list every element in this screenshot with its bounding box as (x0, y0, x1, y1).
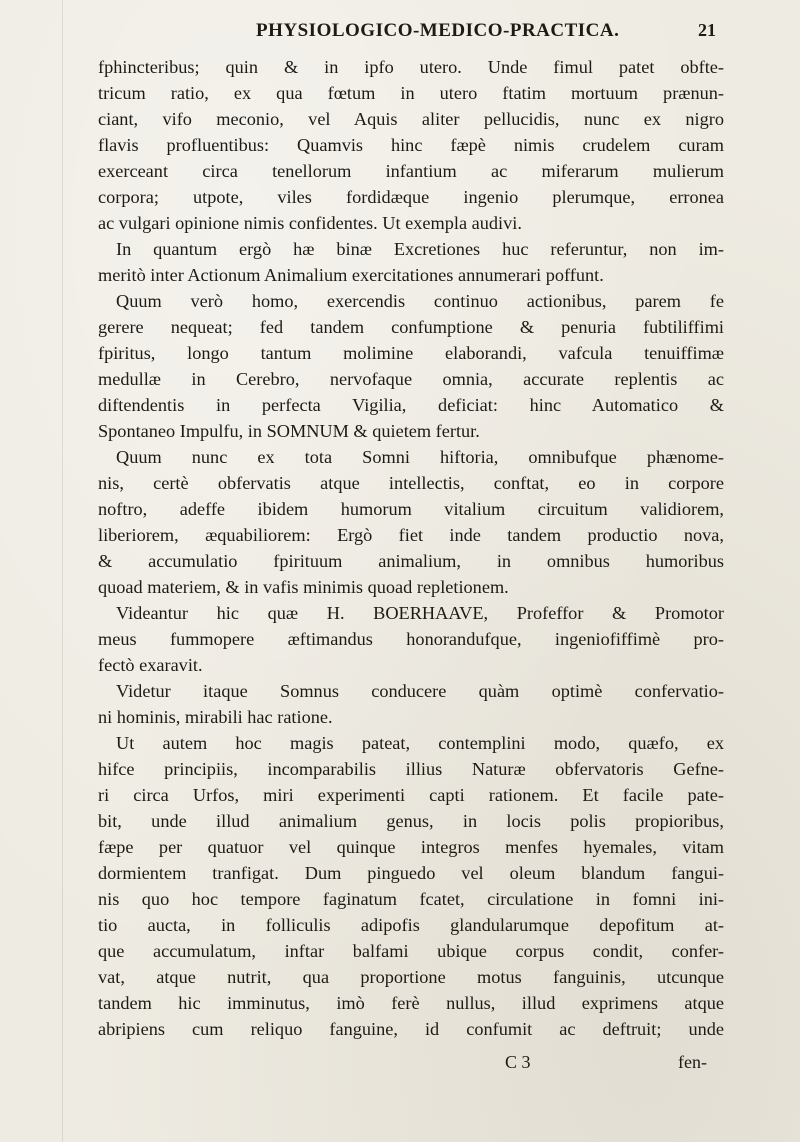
text-line: flavis profluentibus: Quamvis hinc fæpè nimis crudelem curam (98, 135, 724, 155)
text-line: dormientem tranfigat. Dum pinguedo vel oleum blandum fangui- (98, 863, 724, 883)
text-line: diftendentis in perfecta Vigilia, deficiat: hinc Automatico & (98, 395, 724, 415)
text-line: tandem hic imminutus, imò ferè nullus, illud exprimens atque (98, 993, 724, 1013)
text-line: tio aucta, in folliculis adipofis glandularumque depofitum at- (98, 915, 724, 935)
text-line: tricum ratio, ex qua fœtum in utero ftatim mortuum prænun- (98, 83, 724, 103)
signature-mark: C 3 (505, 1052, 531, 1072)
text-line: liberiorem, æquabiliorem: Ergò fiet inde tandem productio nova, (98, 525, 724, 545)
text-line: exerceant circa tenellorum infantium ac miferarum mulierum (98, 161, 724, 181)
text-line: ni hominis, mirabili hac ratione. (98, 707, 333, 727)
text-line: gerere nequeat; fed tandem confumptione & penuria fubtiliffimi (98, 317, 724, 337)
text-line: Quum nunc ex tota Somni hiftoria, omnibufque phænome- (116, 447, 724, 467)
text-line: Videtur itaque Somnus conducere quàm optimè confervatio- (116, 681, 724, 701)
text-line: ri circa Urfos, miri experimenti capti rationem. Et facile pate- (98, 785, 724, 805)
running-head (256, 20, 716, 50)
text-line: meritò inter Actionum Animalium exercitationes annumerari poffunt. (98, 265, 604, 285)
text-line: noftro, adeffe ibidem humorum vitalium circuitum validiorem, (98, 499, 724, 519)
text-line: ciant, vifo meconio, vel Aquis aliter pellucidis, nunc ex nigro (98, 109, 724, 129)
text-line: & accumulatio fpirituum animalium, in omnibus humoribus (98, 551, 724, 571)
text-line: fpiritus, longo tantum molimine elaborandi, vafcula tenuiffimæ (98, 343, 724, 363)
text-line: medullæ in Cerebro, nervofaque omnia, accurate replentis ac (98, 369, 724, 389)
text-line: nis quo hoc tempore faginatum fcatet, circulatione in fomni ini- (98, 889, 724, 909)
catchword: fen- (678, 1052, 707, 1072)
text-block (98, 56, 724, 1066)
text-line: meus fummopere æftimandus honorandufque, ingeniofiffimè pro- (98, 629, 724, 649)
text-line: Quum verò homo, exercendis continuo actionibus, parem fe (116, 291, 724, 311)
running-title: PHYSIOLOGICO-MEDICO-PRACTICA. (256, 20, 620, 41)
text-line: ac vulgari opinione nimis confidentes. Ut exempla audivi. (98, 213, 522, 233)
text-line: vat, atque nutrit, qua proportione motus fanguinis, utcunque (98, 967, 724, 987)
text-line: abripiens cum reliquo fanguine, id confumit ac deftruit; unde (98, 1019, 724, 1039)
text-line: que accumulatum, inftar balfami ubique corpus condit, confer- (98, 941, 724, 961)
text-line: Ut autem hoc magis pateat, contemplini modo, quæfo, ex (116, 733, 724, 753)
text-line: fæpe per quatuor vel quinque integros menfes hyemales, vitam (98, 837, 724, 857)
text-line: hifce principiis, incomparabilis illius Naturæ obfervatoris Gefne- (98, 759, 724, 779)
text-line: corpora; utpote, viles fordidæque ingenio plerumque, erronea (98, 187, 724, 207)
text-line: nis, certè obfervatis atque intellectis, conftat, eo in corpore (98, 473, 724, 493)
text-line: bit, unde illud animalium genus, in locis polis propioribus, (98, 811, 724, 831)
text-line: fectò exaravit. (98, 655, 203, 675)
page-gutter-shadow (62, 0, 63, 1142)
text-line: In quantum ergò hæ binæ Excretiones huc referuntur, non im- (116, 239, 724, 259)
text-line: fphincteribus; quin & in ipfo utero. Unde fimul patet obfte- (98, 57, 724, 77)
page-number: 21 (698, 20, 716, 40)
text-line: Videantur hic quæ H. BOERHAAVE, Profeffor & Promotor (116, 603, 724, 623)
text-line: quoad materiem, & in vafis minimis quoad repletionem. (98, 577, 509, 597)
text-line: Spontaneo Impulfu, in SOMNUM & quietem fertur. (98, 421, 480, 441)
